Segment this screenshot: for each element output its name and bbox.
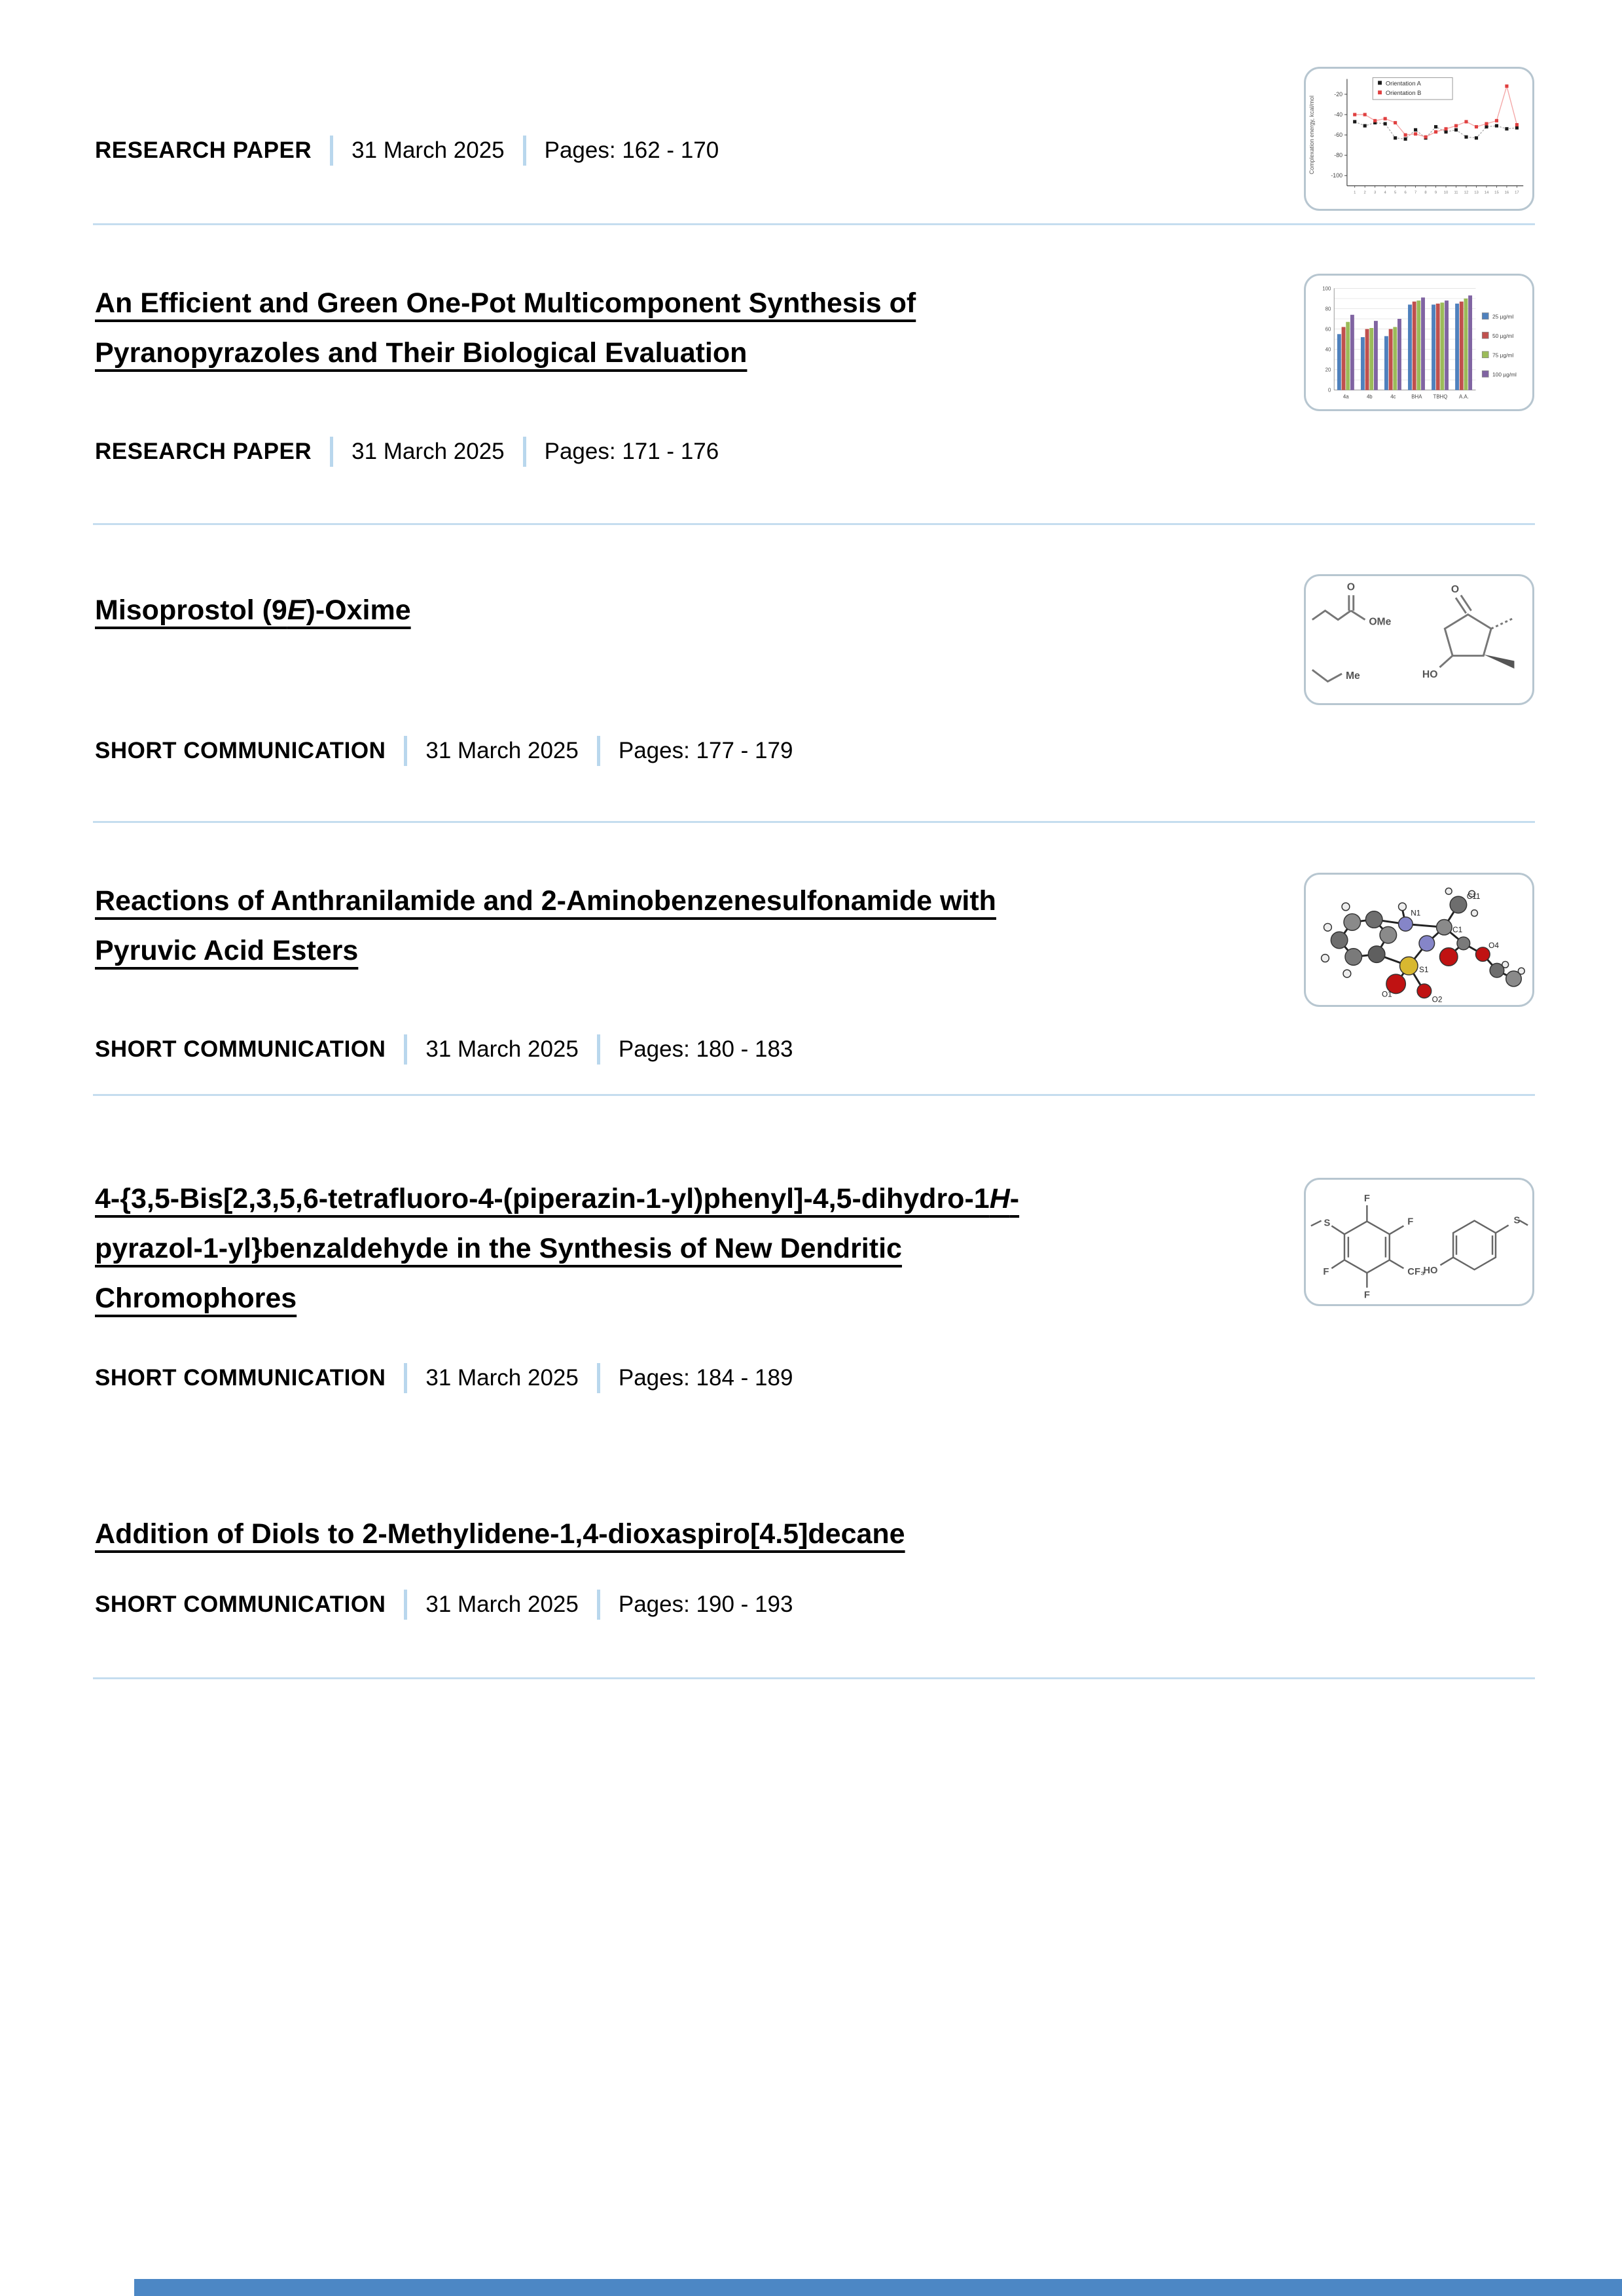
- wedge-bond: [1483, 655, 1514, 669]
- atom-label: CF₃: [1407, 1267, 1425, 1278]
- article-meta-row: [95, 1034, 793, 1065]
- article-date: 31 March 2025: [351, 439, 505, 464]
- atom-label: O1: [1381, 990, 1392, 999]
- article-type-label: SHORT COMMUNICATION: [95, 1365, 386, 1391]
- svg-text:10: 10: [1443, 191, 1449, 195]
- svg-text:25 µg/ml: 25 µg/ml: [1492, 313, 1514, 320]
- article-pages: Pages: 184 - 189: [618, 1365, 793, 1391]
- article-title-link[interactable]: An Efficient and Green One-Pot Multicomponent Synthesis of Pyranopyrazoles and Their Biological Evaluation: [95, 287, 916, 369]
- svg-text:1: 1: [1354, 191, 1356, 195]
- article-meta-row: [95, 1589, 793, 1620]
- svg-text:14: 14: [1484, 191, 1489, 195]
- svg-text:80: 80: [1325, 306, 1331, 312]
- atom-label: N1: [1411, 909, 1421, 918]
- article-thumbnail-line-chart[interactable]: [1304, 67, 1534, 211]
- divider: [93, 1677, 1535, 1679]
- bottom-bar: [134, 2279, 1622, 2296]
- article-title-link[interactable]: 4-{3,5-Bis[2,3,5,6-tetrafluoro-4-(piperazin-1-yl)phenyl]-4,5-dihydro-1H- pyrazol-1-yl}benzaldehyde in the Synthesis of New Dendritic Chromophores: [95, 1183, 1020, 1314]
- fluorophenyl-structures-image: [1306, 1180, 1532, 1304]
- article-title-link[interactable]: Addition of Diols to 2-Methylidene-1,4-dioxaspiro[4.5]decane: [95, 1518, 905, 1550]
- svg-text:9: 9: [1434, 191, 1437, 195]
- atom-label: F: [1363, 1290, 1370, 1301]
- svg-text:-60: -60: [1334, 132, 1343, 139]
- svg-text:A.A.: A.A.: [1459, 393, 1469, 400]
- article-type-label: SHORT COMMUNICATION: [95, 1036, 386, 1062]
- atom-label: F: [1323, 1267, 1329, 1278]
- article-pages: Pages: 180 - 183: [618, 1036, 793, 1062]
- svg-text:BHA: BHA: [1411, 393, 1422, 400]
- svg-text:17: 17: [1515, 191, 1519, 195]
- atom-label: Me: [1345, 670, 1360, 682]
- svg-text:60: 60: [1325, 326, 1331, 333]
- atom-label: C11: [1466, 892, 1481, 902]
- meta-separator: [330, 136, 333, 166]
- meta-separator: [523, 437, 526, 467]
- divider: [93, 821, 1535, 823]
- svg-text:12: 12: [1464, 191, 1469, 195]
- article-pages: Pages: 190 - 193: [618, 1592, 793, 1617]
- atom-label: O: [1451, 584, 1460, 596]
- svg-text:15: 15: [1494, 191, 1499, 195]
- article-type-label: RESEARCH PAPER: [95, 137, 312, 163]
- article-meta-row: [95, 735, 793, 767]
- meta-separator: [404, 1034, 407, 1065]
- atom-label: S: [1513, 1215, 1521, 1226]
- meta-separator: [597, 1590, 600, 1620]
- svg-text:11: 11: [1454, 191, 1458, 195]
- svg-text:Orientation A: Orientation A: [1385, 80, 1421, 87]
- svg-text:100 µg/ml: 100 µg/ml: [1492, 371, 1517, 378]
- atom-label: HO: [1423, 1266, 1438, 1277]
- article-meta-row: [95, 1362, 793, 1394]
- svg-text:Orientation B: Orientation B: [1385, 90, 1422, 97]
- complexation-energy-line-chart: [1306, 69, 1532, 209]
- atom-label: S: [1324, 1218, 1331, 1229]
- atom-label: F: [1407, 1216, 1414, 1228]
- svg-text:50 µg/ml: 50 µg/ml: [1492, 333, 1514, 340]
- article-thumbnail-bar-chart[interactable]: [1304, 274, 1534, 411]
- atom-label: F: [1363, 1194, 1370, 1205]
- svg-text:2: 2: [1363, 191, 1366, 195]
- svg-text:7: 7: [1414, 191, 1417, 195]
- meta-separator: [404, 736, 407, 766]
- svg-text:-100: -100: [1331, 172, 1343, 179]
- divider: [93, 1094, 1535, 1096]
- svg-text:100: 100: [1322, 285, 1331, 292]
- svg-text:4: 4: [1384, 191, 1386, 195]
- svg-text:6: 6: [1404, 191, 1407, 195]
- article-date: 31 March 2025: [425, 1036, 579, 1062]
- divider: [93, 523, 1535, 525]
- atom-label: O2: [1432, 995, 1443, 1004]
- article-meta-row: [95, 436, 719, 467]
- article-title-link[interactable]: Reactions of Anthranilamide and 2-Aminobenzenesulfonamide with Pyruvic Acid Esters: [95, 885, 996, 966]
- svg-text:75 µg/ml: 75 µg/ml: [1492, 352, 1514, 359]
- svg-text:20: 20: [1325, 367, 1331, 373]
- svg-text:-20: -20: [1334, 90, 1343, 98]
- meta-separator: [404, 1590, 407, 1620]
- article-date: 31 March 2025: [425, 1592, 579, 1617]
- article-thumbnail-structure[interactable]: [1304, 1178, 1534, 1306]
- meta-separator: [597, 736, 600, 766]
- article-date: 31 March 2025: [425, 1365, 579, 1391]
- atom-label: OMe: [1369, 616, 1392, 628]
- meta-separator: [330, 437, 333, 467]
- meta-separator: [523, 136, 526, 166]
- atom-label: HO: [1422, 668, 1438, 680]
- svg-text:16: 16: [1504, 191, 1509, 195]
- meta-separator: [597, 1034, 600, 1065]
- article-thumbnail-structure[interactable]: [1304, 574, 1534, 705]
- svg-text:4a: 4a: [1343, 393, 1349, 400]
- article-pages: Pages: 171 - 176: [544, 439, 719, 464]
- svg-text:TBHQ: TBHQ: [1433, 393, 1448, 400]
- article-pages: Pages: 177 - 179: [618, 738, 793, 763]
- article-type-label: SHORT COMMUNICATION: [95, 738, 386, 763]
- meta-separator: [404, 1363, 407, 1393]
- ortep-crystal-structure-image: [1306, 875, 1532, 1005]
- article-thumbnail-structure[interactable]: [1304, 873, 1534, 1007]
- meta-separator: [597, 1363, 600, 1393]
- article-title-link[interactable]: Misoprostol (9E)-Oxime: [95, 594, 411, 626]
- svg-text:40: 40: [1325, 346, 1331, 353]
- atom-label: S1: [1419, 966, 1429, 975]
- svg-text:3: 3: [1374, 191, 1377, 195]
- article-pages: Pages: 162 - 170: [544, 137, 719, 163]
- svg-text:13: 13: [1474, 191, 1479, 195]
- article-type-label: RESEARCH PAPER: [95, 439, 312, 464]
- atom-label: O: [1346, 581, 1355, 593]
- atom-label: C1: [1452, 926, 1463, 935]
- atom-label: O4: [1488, 941, 1499, 950]
- article-date: 31 March 2025: [351, 137, 505, 163]
- antioxidant-bar-chart: [1306, 276, 1532, 409]
- svg-text:0: 0: [1327, 387, 1331, 393]
- svg-text:8: 8: [1424, 191, 1427, 195]
- svg-text:4b: 4b: [1366, 393, 1373, 400]
- misoprostol-structure-image: [1306, 576, 1532, 703]
- svg-text:4c: 4c: [1390, 393, 1396, 400]
- svg-text:5: 5: [1394, 191, 1397, 195]
- svg-text:-40: -40: [1334, 111, 1343, 118]
- svg-text:-80: -80: [1334, 152, 1343, 159]
- article-date: 31 March 2025: [425, 738, 579, 763]
- divider: [93, 223, 1535, 225]
- svg-text:Complexation energy, kcal/mol: Complexation energy, kcal/mol: [1308, 96, 1315, 175]
- article-meta-row: [95, 135, 719, 166]
- article-type-label: SHORT COMMUNICATION: [95, 1592, 386, 1617]
